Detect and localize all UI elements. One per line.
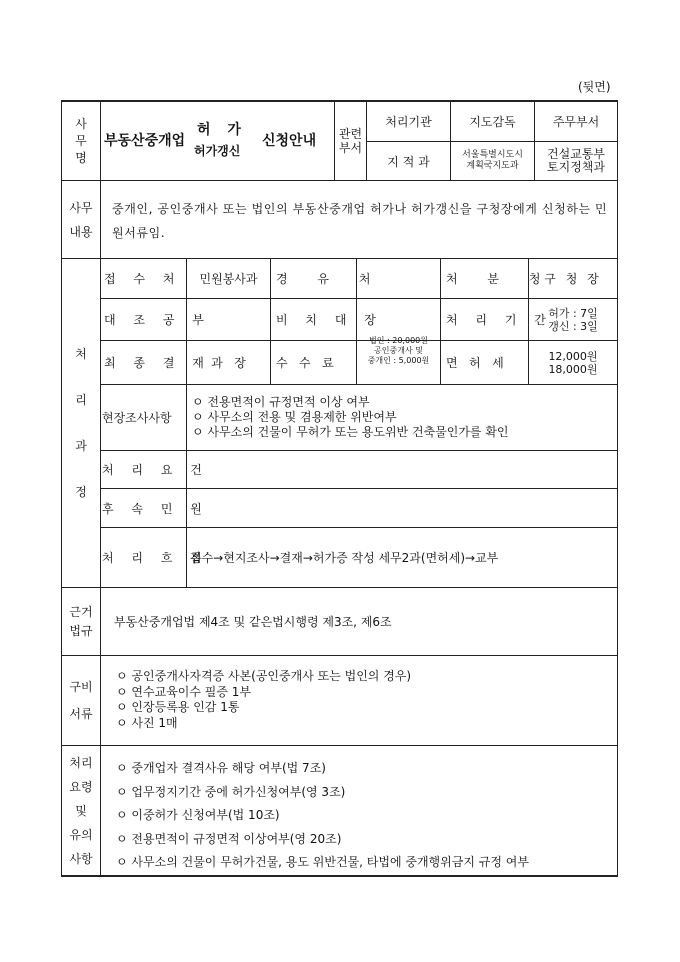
document-item: ㅇ 공인중개사자격증 사본(공인중개사 또는 법인의 경우) [116,669,411,685]
receipt-office-label: 접 수 처 [104,272,182,286]
requirement-label: 처 리 요 건 [102,463,209,477]
note-item: ㅇ 전용면적이 규정면적 이상여부(영 20조) [116,828,529,852]
processing-notes-list [116,757,529,875]
routing-office-value [357,259,440,298]
supervision-header: 지도감독 [469,115,516,129]
processing-agency-value: 지 적 과 [387,154,430,169]
content-text: 중개인, 공인중개사 또는 법인의 부동산중개업 허가나 허가갱신을 구청장에게 신청하는 민원서류임. [112,202,608,240]
register-label: 비 치 대 장 [276,313,383,327]
inspection-item: ㅇ 전용면적이 규정면적 이상 여부 [192,395,509,410]
processing-notes-label: 처리 요령 및 유의 사항 [69,755,93,866]
page-side-label: (뒷면) [578,80,611,94]
processing-period-label: 처 리 기 간 [446,313,553,327]
processing-agency-header: 처리기관 [385,115,432,129]
inspection-list [192,395,509,440]
legal-basis-label: 근거 법규 [69,604,93,638]
process-label: 처 리 과 정 [75,347,87,499]
license-tax-label: 면 허 세 [446,356,504,370]
form-title-main: 부동산중개업 [104,133,186,149]
reference-ledger-value [187,299,270,340]
final-approval-value: 과 장 [211,356,246,370]
final-approval-label: 최 종 결 재 [104,356,211,370]
form-title-renewal: 허가갱신 [194,144,241,158]
note-item: ㅇ 중개업자 결격사유 해당 여부(법 7조) [116,757,529,781]
form-title-permit: 허 가 [197,122,247,138]
document-item: ㅇ 사진 1매 [116,716,411,732]
receipt-office-value: 민원봉사과 [199,272,258,286]
note-item: ㅇ 사무소의 건물이 무허가건물, 용도 위반건물, 타법에 중개행위금지 규정 여부 [116,851,529,875]
main-dept-value: 건설교통부 토지정책과 [547,147,605,174]
processing-period-value: 허가 : 7일 갱신 : 3일 [548,306,598,333]
required-documents-list [116,669,411,731]
reference-ledger-label: 대 조 공 부 [104,313,211,327]
content-label: 사무 내용 [69,200,93,239]
follow-up-label: 후 속 민 원 [102,501,209,516]
form-title-guide: 신청안내 [262,133,317,149]
license-tax-value: 12,000원 18,000원 [548,349,598,376]
disposal-office-value: 구 청 장 [544,272,602,286]
supervision-value: 서울특별시도시 계획국지도과 [462,150,523,171]
legal-basis-text: 부동산중개업법 제4조 및 같은법시행령 제3조, 제6조 [114,615,392,629]
disposal-office-label: 처 분 청 [446,272,554,286]
office-name-label: 사 무 명 [75,116,87,165]
process-flow-text: 접수→현지조사→결재→허가증 작성 세무2과(면허세)→교부 [190,551,499,565]
fee-label: 수 수 료 [276,356,334,370]
required-documents-label: 구비 서류 [69,679,93,721]
related-dept-label: 관련 부서 [338,127,363,155]
note-item: ㅇ 이중허가 신청여부(법 10조) [116,804,529,828]
note-item: ㅇ 업무정지기간 중에 허가신청여부(영 3조) [116,781,529,805]
main-dept-header: 주무부서 [552,115,600,129]
fee-value: 법인 : 20,000원 공인중개사 및 중개인 : 5,000원 [367,336,430,365]
document-item: ㅇ 연수교육이수 필증 1부 [116,685,411,701]
inspection-item: ㅇ 사무소의 전용 및 겸용제한 위반여부 [192,410,509,425]
inspection-label: 현장조사사항 [102,411,172,425]
inspection-item: ㅇ 사무소의 건물이 무허가 또는 용도위반 건축물인가를 확인 [192,425,509,440]
document-item: ㅇ 인장등록용 인감 1통 [116,700,411,716]
routing-office-label: 경 유 처 [276,272,384,286]
process-flow-label: 처 리 흐 름 [102,551,209,565]
